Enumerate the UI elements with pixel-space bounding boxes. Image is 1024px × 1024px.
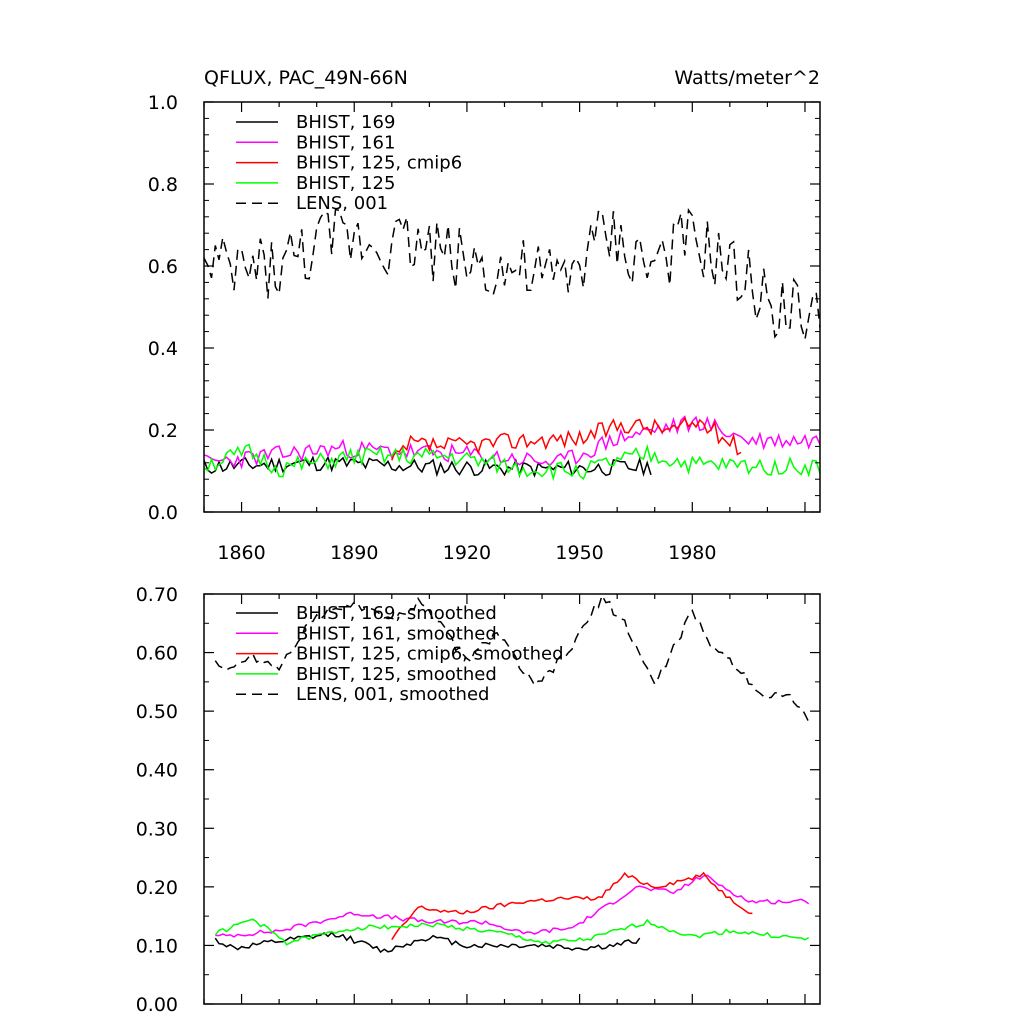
top-legend-label-1: BHIST, 161 — [296, 132, 396, 154]
top-y-tick-label-4: 0.8 — [147, 174, 178, 196]
x-tick-label-1890: 1890 — [330, 542, 379, 564]
bottom-y-tick-label-3: 0.30 — [135, 818, 178, 841]
bottom-y-tick-label-6: 0.60 — [135, 642, 178, 665]
x-tick-label-1950: 1950 — [555, 542, 604, 564]
bottom-y-tick-label-4: 0.40 — [135, 759, 178, 782]
chart-title: QFLUX, PAC_49N-66N — [204, 67, 408, 89]
bottom-legend-label-1: BHIST, 161, smoothed — [296, 623, 497, 645]
bottom-y-tick-label-2: 0.20 — [135, 876, 178, 899]
bottom-y-tick-label-0: 0.00 — [135, 994, 178, 1016]
bottom-legend-label-0: BHIST, 169, smoothed — [296, 603, 497, 624]
bottom-series-line-0 — [215, 933, 639, 953]
top-y-tick-label-3: 0.6 — [147, 256, 178, 278]
top-y-tick-label-0: 0.0 — [147, 502, 178, 524]
top-legend-label-2: BHIST, 125, cmip6 — [296, 152, 463, 174]
bottom-y-tick-label-5: 0.50 — [135, 701, 178, 724]
x-tick-label-1920: 1920 — [442, 542, 492, 564]
top-series-line-4 — [204, 209, 820, 339]
bottom-y-tick-label-1: 0.10 — [135, 935, 178, 958]
top-y-tick-label-1: 0.2 — [147, 420, 178, 442]
bottom-legend-label-3: BHIST, 125, smoothed — [296, 663, 497, 685]
x-tick-label-1860: 1860 — [217, 542, 266, 564]
top-legend-label-0: BHIST, 169 — [296, 112, 396, 133]
units-label: Watts/meter^2 — [674, 67, 820, 89]
bottom-panel — [136, 584, 820, 1016]
x-tick-label-1980: 1980 — [668, 542, 717, 564]
bottom-series-line-2 — [392, 873, 753, 940]
bottom-legend-label-4: LENS, 001, smoothed — [296, 684, 490, 706]
top-y-tick-label-2: 0.4 — [147, 338, 178, 360]
bottom-series-line-1 — [215, 875, 808, 937]
top-legend-label-4: LENS, 001 — [296, 193, 389, 215]
bottom-y-tick-label-7: 0.70 — [135, 584, 178, 606]
top-y-tick-label-5: 1.0 — [147, 92, 178, 114]
top-legend-label-3: BHIST, 125 — [296, 172, 396, 194]
top-panel — [148, 92, 820, 564]
bottom-legend-label-2: BHIST, 125, cmip6, smoothed — [296, 643, 564, 665]
bottom-series-line-3 — [215, 919, 808, 945]
